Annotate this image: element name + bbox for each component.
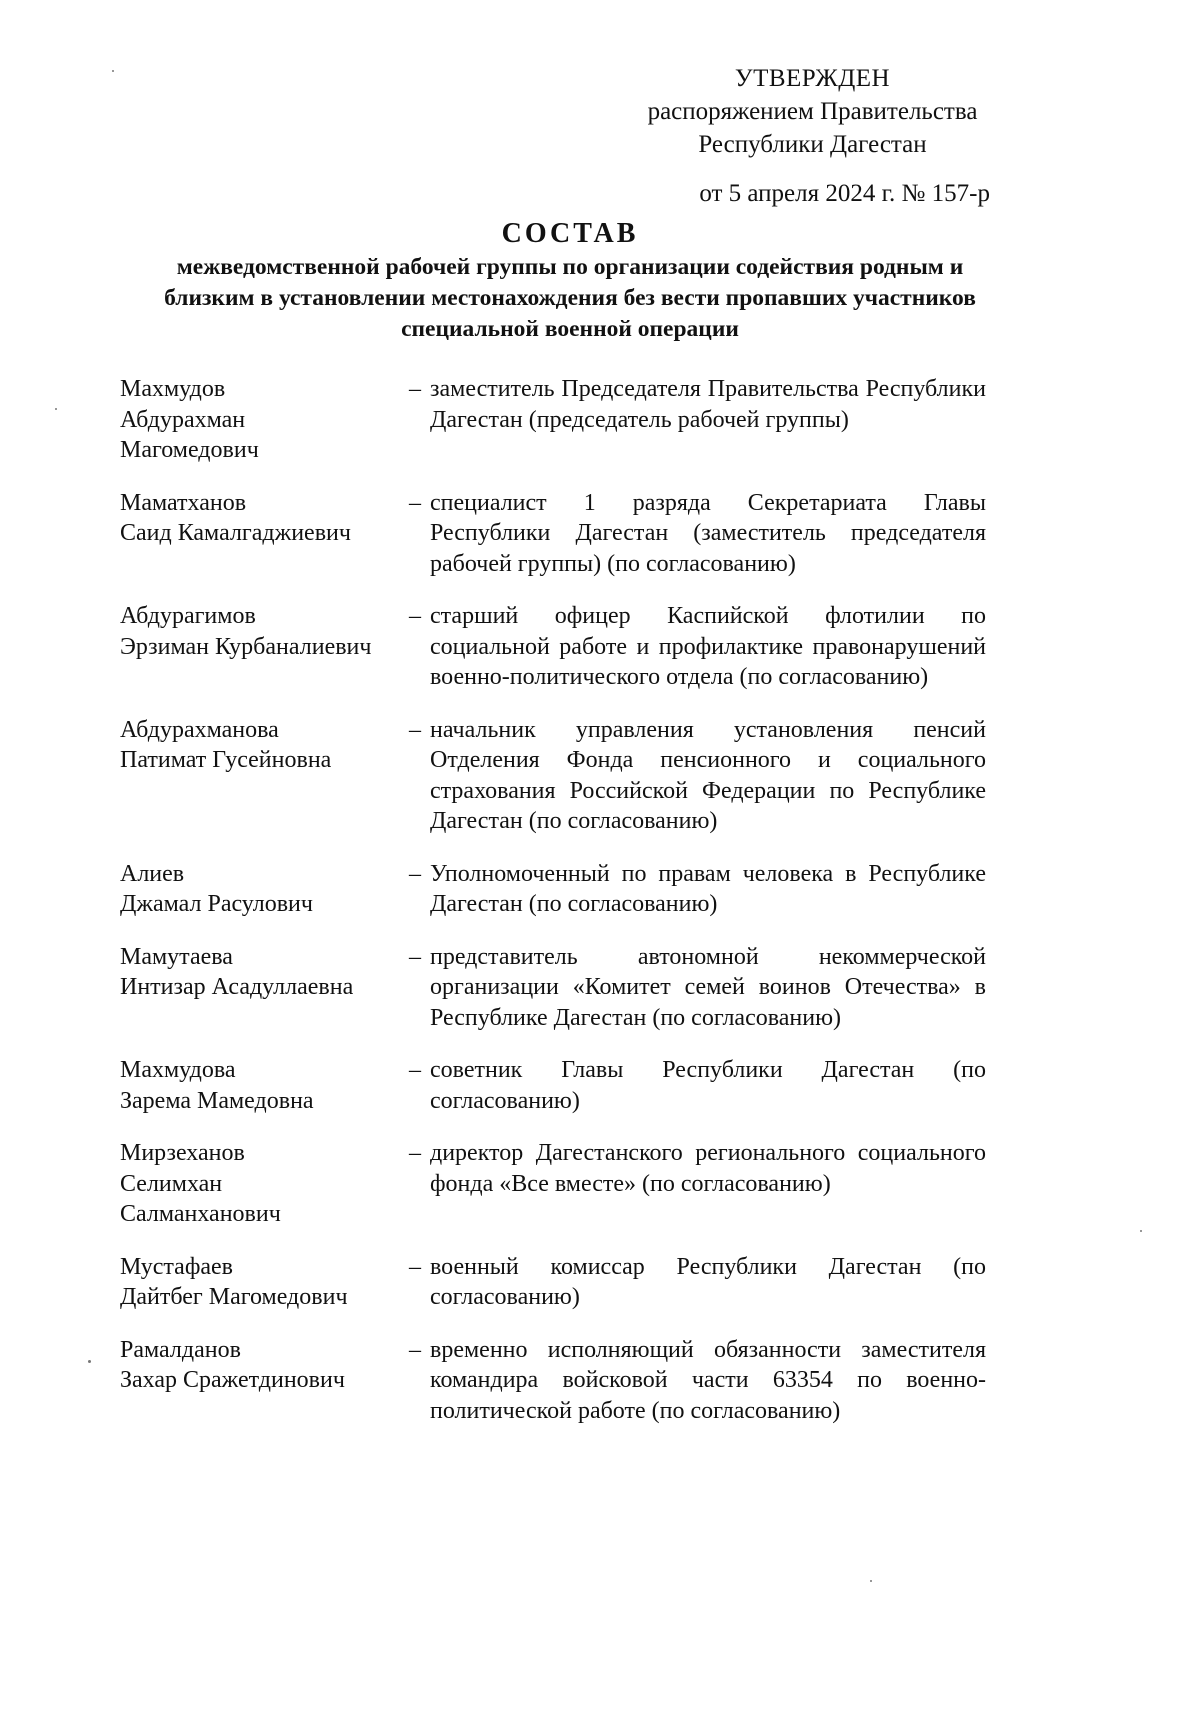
member-name-line: Абдурагимов: [120, 603, 256, 629]
scan-speck: [112, 70, 114, 72]
member-role: директор Дагестанского регионального социального фонда «Все вместе» (по согласованию): [430, 1140, 986, 1197]
approval-title: УТВЕРЖДЕН: [734, 65, 891, 92]
approval-stamp: [640, 62, 985, 161]
member-name-line: Дайтбег Магомедович: [120, 1284, 348, 1310]
approval-line-2: Республики Дагестан: [698, 131, 927, 158]
member-name-line: Селимхан: [120, 1170, 223, 1197]
member-dash: –: [409, 489, 421, 516]
member-role: начальник управления установления пенсий Отделения Фонда пенсионного и социального страхования Российской Федерации по Республике Дагестан (по согласованию): [430, 716, 986, 834]
member-name: [120, 1335, 400, 1396]
scan-speck: [88, 1360, 91, 1363]
scan-speck: [1140, 1230, 1142, 1232]
member-row: [120, 715, 986, 837]
member-row: [120, 1138, 986, 1230]
member-dash: –: [409, 1253, 421, 1280]
member-name: [120, 488, 400, 549]
member-dash: –: [409, 716, 421, 743]
member-dash: –: [409, 1140, 421, 1166]
document-date-number: от 5 апреля 2024 г. № 157-р: [699, 180, 990, 207]
member-name: [120, 374, 400, 466]
member-dash: –: [409, 376, 421, 402]
member-name: [120, 1252, 400, 1313]
member-name: [120, 1055, 400, 1116]
member-name: [120, 1138, 400, 1230]
member-row: [120, 942, 986, 1034]
member-row: [120, 1335, 986, 1427]
member-role: старший офицер Каспийской флотилии по социальной работе и профилактике правонарушений военно-политического отдела (по согласованию): [430, 603, 986, 690]
member-name-line: Мамутаева: [120, 943, 233, 970]
member-name-line: Зарема Мамедовна: [120, 1087, 314, 1114]
member-role: Уполномоченный по правам человека в Республике Дагестан (по согласованию): [430, 860, 986, 917]
member-name-line: Махмудов: [120, 376, 226, 402]
member-name-line: Мустафаев: [120, 1253, 234, 1280]
member-name-line: Интизар Асадуллаевна: [120, 974, 354, 1000]
member-row: [120, 601, 986, 693]
member-role: заместитель Председателя Правительства Республики Дагестан (председатель рабочей группы): [430, 376, 986, 433]
scan-speck: [870, 1580, 872, 1582]
member-dash: –: [409, 943, 421, 970]
member-name-line: Махмудова: [120, 1057, 236, 1083]
member-name-line: Патимат Гусейновна: [120, 747, 332, 773]
member-name-line: Алиев: [120, 860, 185, 887]
member-dash: –: [409, 603, 421, 629]
member-name-line: Абдурахманова: [120, 716, 279, 743]
member-role: военный комиссар Республики Дагестан (по согласованию): [430, 1253, 986, 1310]
member-role: специалист 1 разряда Секретариата Главы Республики Дагестан (заместитель председателя рабочей группы) (по согласованию): [430, 489, 986, 577]
member-row: [120, 1055, 986, 1116]
members-list: [120, 374, 986, 1426]
document-heading: СОСТАВ: [501, 218, 639, 249]
approval-line-1: распоряжением Правительства: [647, 98, 978, 125]
member-role: советник Главы Республики Дагестан (по согласованию): [430, 1057, 986, 1114]
member-name-line: Магомедович: [120, 437, 259, 463]
member-name: [120, 715, 400, 776]
member-row: [120, 374, 986, 466]
document-subheading: межведомственной рабочей группы по организации содействия родным и близким в установлении местонахождения без вести пропавших участников специальной военной операции: [164, 254, 976, 342]
member-dash: –: [409, 1336, 421, 1363]
scan-speck: [55, 408, 57, 410]
member-name: [120, 859, 400, 920]
member-row: [120, 1252, 986, 1313]
member-row: [120, 488, 986, 580]
member-name-line: Джамал Расулович: [120, 891, 313, 917]
member-name: [120, 942, 400, 1003]
member-name-line: Маматханов: [120, 489, 247, 516]
member-role: представитель автономной некоммерческой организации «Комитет семей воинов Отечества» в Республике Дагестан (по согласованию): [430, 943, 986, 1031]
member-dash: –: [409, 1057, 421, 1083]
member-name-line: Абдурахман: [120, 406, 246, 433]
member-role: временно исполняющий обязанности заместителя командира войсковой части 63354 по военно-политической работе (по согласованию): [430, 1336, 986, 1424]
member-row: [120, 859, 986, 920]
member-name-line: Салманханович: [120, 1201, 281, 1227]
member-name-line: Захар Сражетдинович: [120, 1367, 345, 1393]
member-name: [120, 601, 400, 662]
member-name-line: Эрзиман Курбаналиевич: [120, 633, 372, 660]
member-name-line: Мирзеханов: [120, 1140, 245, 1166]
member-name-line: Саид Камалгаджиевич: [120, 520, 351, 546]
member-name-line: Рамалданов: [120, 1336, 241, 1363]
member-dash: –: [409, 860, 421, 887]
